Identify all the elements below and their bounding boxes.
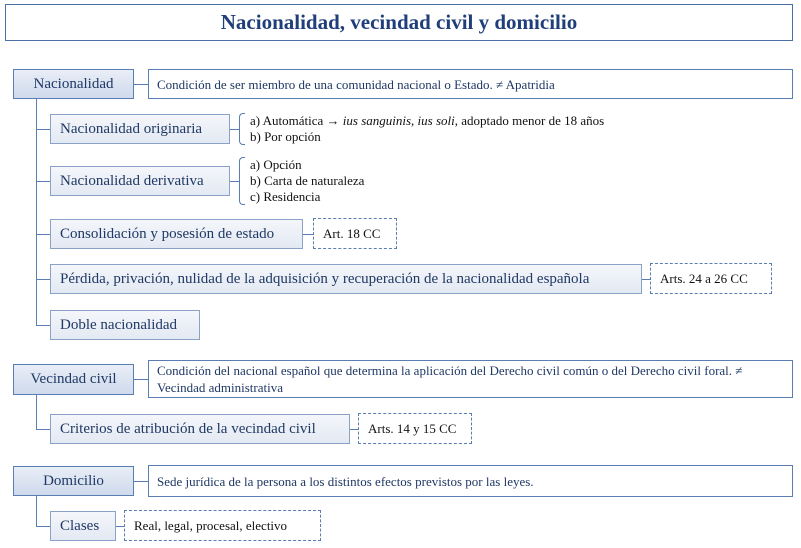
consolidacion-box (50, 219, 303, 249)
consolidacion-ref: Art. 18 CC (323, 225, 381, 241)
domicilio-box (13, 466, 134, 496)
derivativa-item: a) Opción (250, 157, 302, 172)
vecindad-connector (36, 394, 37, 429)
originaria-item-a: a) Automática → ius sanguinis, ius soli, adoptado menor de 18 años (250, 113, 605, 128)
connector-consolidacion-ref (303, 234, 313, 235)
nacionalidad-description-box (148, 69, 793, 99)
clases-box (50, 511, 116, 541)
doble-box (50, 310, 200, 340)
connector-criterios-ref (350, 429, 358, 430)
connector-nacionalidad-desc (133, 84, 148, 85)
connector-derivativa (36, 181, 51, 182)
connector-perdida-ref (642, 279, 650, 280)
derivativa-box (50, 166, 230, 196)
perdida-ref-box (650, 263, 772, 294)
originaria-item-b: b) Por opción (250, 129, 321, 144)
connector-criterios (36, 429, 51, 430)
nacionalidad-box (13, 69, 134, 99)
connector-domicilio-desc (133, 481, 148, 482)
derivativa-brace (239, 157, 245, 205)
vecindad-label: Vecindad civil (30, 371, 117, 387)
connector-originaria-brace (230, 129, 239, 130)
originaria-box (50, 114, 230, 144)
domicilio-description: Sede jurídica de la persona a los distintos efectos previstos por las leyes. (157, 473, 534, 489)
derivativa-label: Nacionalidad derivativa (60, 172, 204, 189)
connector-originaria (36, 129, 51, 130)
connector-perdida (36, 279, 51, 280)
consolidacion-ref-box (313, 218, 397, 249)
derivativa-item: b) Carta de naturaleza (250, 173, 365, 188)
criterios-ref-box (358, 413, 472, 444)
derivativa-item: c) Residencia (250, 189, 321, 204)
criterios-box (50, 414, 350, 444)
title-box (5, 4, 793, 41)
clases-label: Clases (60, 517, 100, 534)
originaria-brace (239, 113, 245, 145)
nacionalidad-connector (36, 98, 37, 325)
criterios-ref: Arts. 14 y 15 CC (368, 420, 457, 436)
perdida-box (50, 264, 642, 294)
derivativa-list (250, 157, 364, 205)
page-title: Nacionalidad, vecindad civil y domicilio (220, 10, 578, 34)
perdida-label: Pérdida, privación, nulidad de la adquisición y recuperación de la nacionalidad española (60, 270, 590, 287)
domicilio-connector (36, 495, 37, 526)
clases-value-box (124, 510, 321, 541)
vecindad-description: Condición del nacional español que determina la aplicación del Derecho civil común o del Derecho civil foral. ≠ Vecindad administrativa (157, 363, 743, 395)
perdida-ref: Arts. 24 a 26 CC (660, 270, 748, 286)
clases-value: Real, legal, procesal, electivo (134, 517, 288, 533)
originaria-list (250, 113, 604, 145)
nacionalidad-description: Condición de ser miembro de una comunidad nacional o Estado. ≠ Apatridia (157, 76, 555, 92)
connector-clases (36, 526, 51, 527)
connector-doble (36, 325, 51, 326)
criterios-label: Criterios de atribución de la vecindad civil (60, 420, 316, 437)
connector-consolidacion (36, 234, 51, 235)
consolidacion-label: Consolidación y posesión de estado (60, 225, 275, 242)
doble-label: Doble nacionalidad (60, 316, 178, 333)
connector-clases-value (116, 526, 124, 527)
connector-vecindad-desc (133, 379, 148, 380)
domicilio-description-box (148, 465, 793, 497)
vecindad-description-box (148, 360, 793, 398)
connector-derivativa-brace (230, 181, 239, 182)
originaria-label: Nacionalidad originaria (60, 120, 203, 137)
nacionalidad-label: Nacionalidad (33, 75, 114, 92)
domicilio-label: Domicilio (43, 472, 104, 489)
vecindad-box (13, 364, 134, 395)
